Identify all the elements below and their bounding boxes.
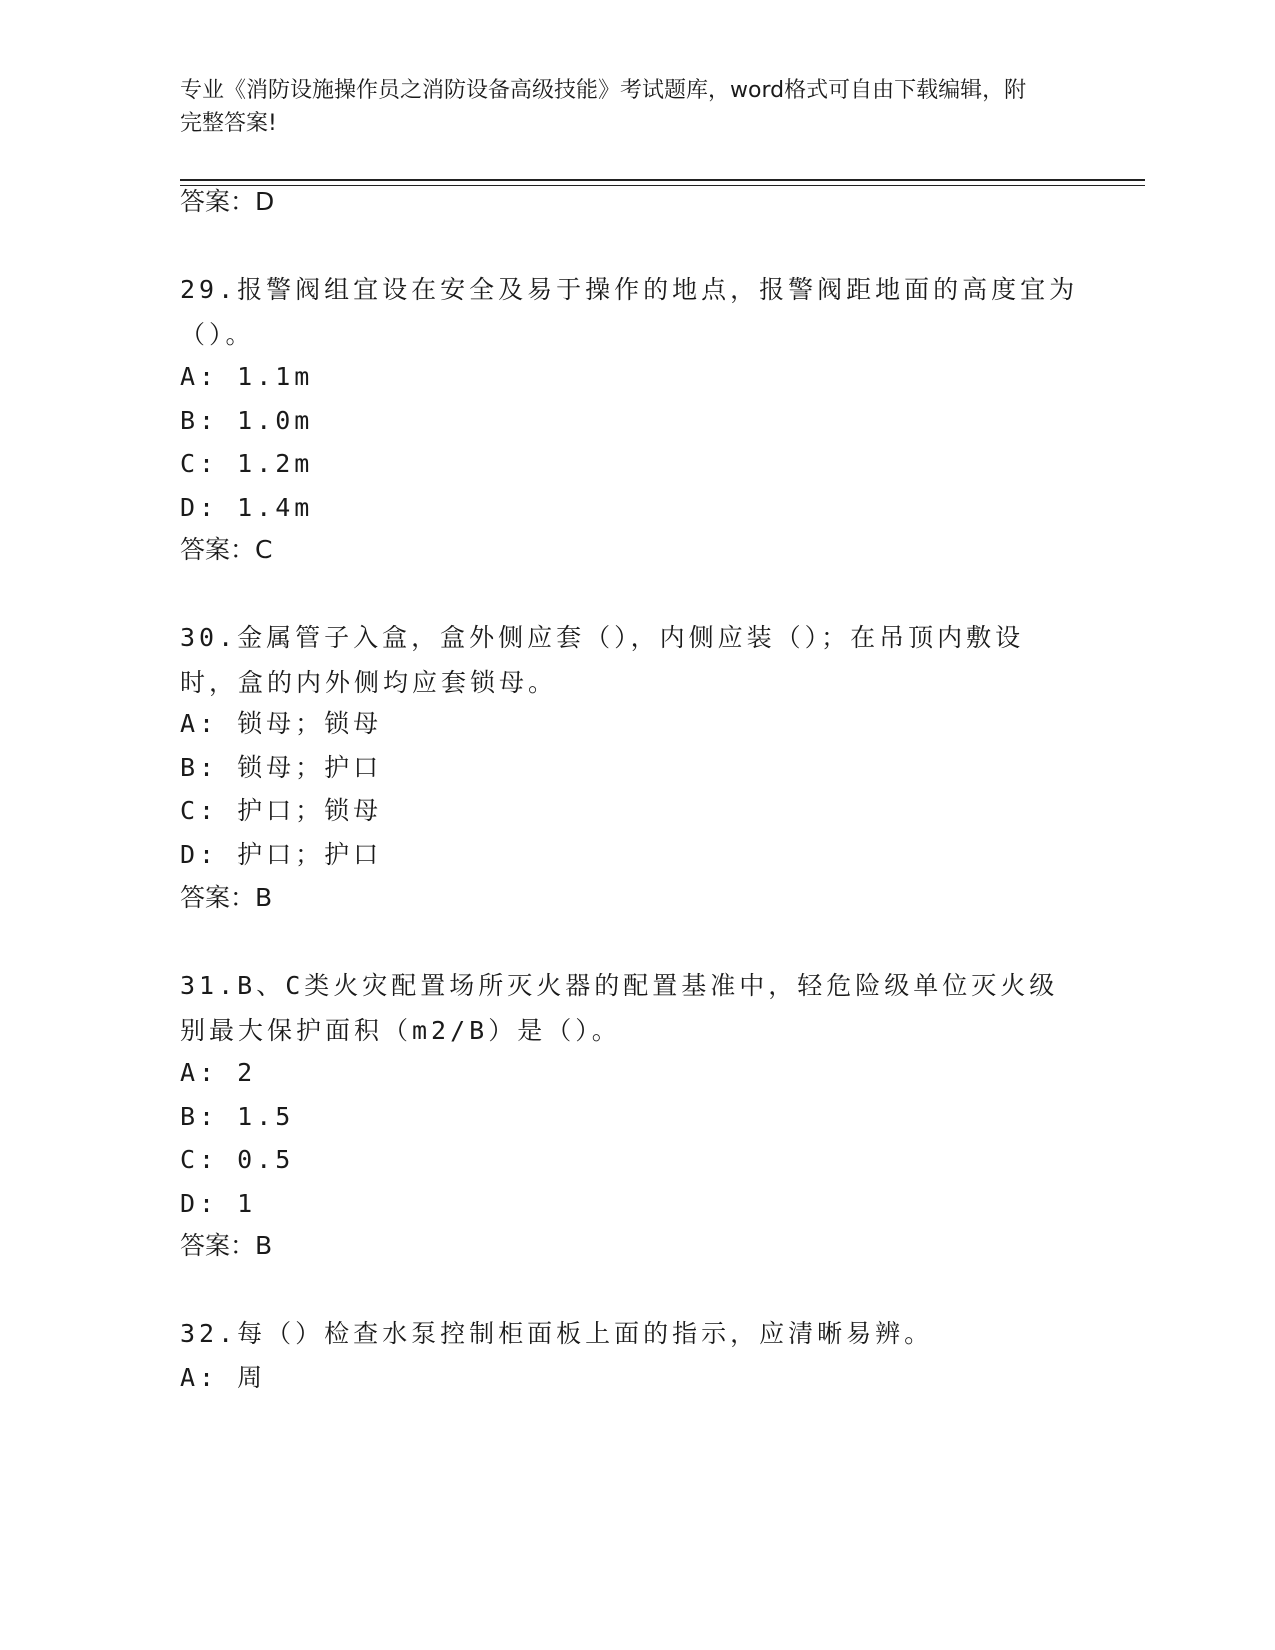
question-30-option-c: C: 护口；锁母 [180, 796, 383, 825]
question-30-option-b: B: 锁母；护口 [180, 753, 383, 782]
question-29-option-b: B: 1.0m [180, 406, 314, 435]
question-31-option-d: D: 1 [180, 1189, 257, 1218]
question-30-option-d: D: 护口；护口 [180, 840, 383, 869]
question-31-option-c: C: 0.5 [180, 1145, 295, 1174]
question-30-answer: 答案：B [180, 883, 273, 912]
question-29-stem: 29.报警阀组宜设在安全及易于操作的地点，报警阀距地面的高度宜为（）。 [180, 275, 1079, 349]
question-29-option-d: D: 1.4m [180, 493, 314, 522]
prev-question-answer: 答案：D [180, 187, 275, 216]
header-divider-thin [180, 185, 1145, 186]
question-31-stem: 31.B、C类火灾配置场所灭火器的配置基准中，轻危险级单位灭火级别最大保护面积（m2/B）是（）。 [180, 971, 1059, 1045]
question-29-option-a: A: 1.1m [180, 362, 314, 391]
header-divider-thick [180, 179, 1145, 181]
question-30-stem: 30.金属管子入盒，盒外侧应套（），内侧应装（）；在吊顶内敷设时，盒的内外侧均应套锁母。 [180, 623, 1025, 697]
question-31-option-b: B: 1.5 [180, 1102, 295, 1131]
question-29-option-c: C: 1.2m [180, 449, 314, 478]
question-32-stem: 32.每（）检查水泵控制柜面板上面的指示，应清晰易辨。 [180, 1319, 934, 1348]
document-header-note: 专业《消防设施操作员之消防设备高级技能》考试题库，word格式可自由下载编辑，附完整答案! [180, 78, 1027, 136]
question-31-option-a: A: 2 [180, 1058, 257, 1087]
question-29-answer: 答案：C [180, 535, 273, 564]
question-32-option-a: A: 周 [180, 1363, 267, 1392]
question-31-answer: 答案：B [180, 1231, 273, 1260]
question-30-option-a: A: 锁母；锁母 [180, 709, 383, 738]
